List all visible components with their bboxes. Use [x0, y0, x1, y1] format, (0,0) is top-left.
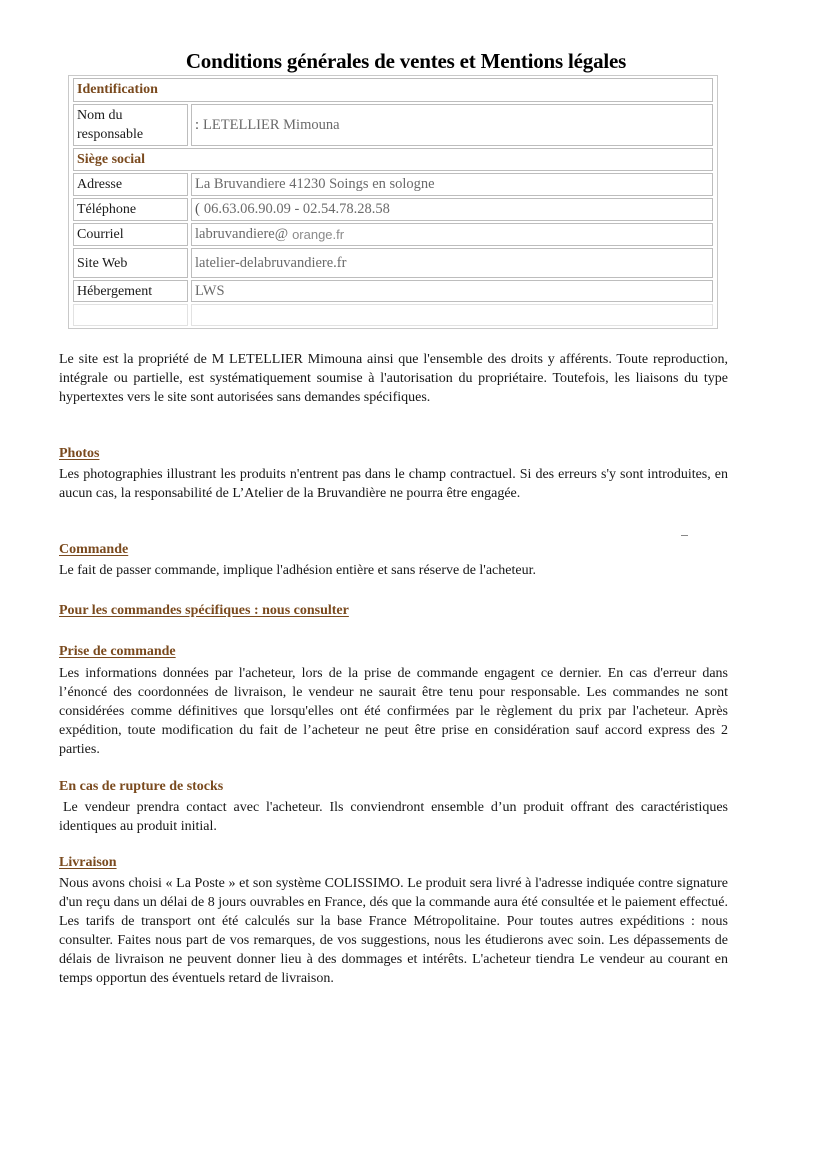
livraison-heading: Livraison — [59, 855, 117, 870]
website-label: Site Web — [73, 248, 188, 278]
identification-header-row — [73, 78, 713, 102]
address-value: La Bruvandiere 41230 Soings en sologne — [191, 173, 713, 196]
prise-paragraph: Les informations données par l'acheteur, lors de la prise de commande engagent ce dernier. En cas d'erreur dans l’énoncé des coordonnées de livraison, le vendeur ne saurait être tenu pour responsable. Les commandes ne sont considérées comme définitives que lorsqu'elles ont été confirmées par le règlement du prix par l'acheteur. Après expédition, toute modification du fait de l’acheteur ne peut être prise en considération sauf accord express des 2 parties. — [59, 666, 728, 757]
empty-row — [73, 304, 713, 326]
phone-value — [191, 198, 713, 221]
website-value[interactable]: latelier-delabruvandiere.fr — [191, 248, 713, 278]
livraison-paragraph: Nous avons choisi « La Poste » et son système COLISSIMO. Le produit sera livré à l'adresse indiquée contre signature d'un reçu dans un délai de 8 jours ouvrables en France, dés que la commande aura été consultée et le paiement effectué. Les tarifs de transport ont été calculés sur la base France Métropolitaine. Pour toutes autres expéditions : nous consulter. Faites nous part de vos remarques, de vos suggestions, nous les étudierons avec soin. Les dépassements de délais de livraison ne peuvent donner lieu à des dommages et intérêts. L'acheteur tiendra Le vendeur au courant en temps opportun des éventuels retard de livraison. — [59, 876, 728, 986]
identification-header: Identification — [73, 78, 713, 102]
intro-paragraph: Le site est la propriété de M LETELLIER Mimouna ainsi que l'ensemble des droits y afférents. Toute reproduction, intégrale ou partielle, est systématiquement soumise à l'autorisation du propriétaire. Toutefois, les liaisons du type hypertextes vers le site sont autorisées sans demandes spécifiques. — [59, 352, 728, 405]
photos-paragraph: Les photographies illustrant les produits n'entrent pas dans le champ contractuel. Si des erreurs s'y sont introduites, en aucun cas, la responsabilité de L’Atelier de la Bruvandière ne pourra être engagée. — [59, 467, 728, 501]
responsible-label: Nom du responsable — [73, 104, 188, 146]
empty-value-cell — [191, 304, 713, 326]
prise-heading: Prise de commande — [59, 644, 176, 659]
address-row — [73, 173, 713, 196]
specific-orders-heading: Pour les commandes spécifiques : nous consulter — [59, 603, 349, 618]
phone-row — [73, 198, 713, 221]
email-label: Courriel — [73, 223, 188, 246]
email-row — [73, 223, 713, 246]
page-title: Conditions générales de ventes et Mentions légales — [185, 49, 627, 73]
cell-marker: ( — [195, 201, 200, 217]
siege-header: Siège social — [73, 148, 713, 171]
rupture-paragraph: Le vendeur prendra contact avec l'acheteur. Ils conviendront ensemble d’un produit offrant des caractéristiques identiques au produit initial. — [59, 800, 728, 834]
hosting-value: LWS — [191, 280, 713, 302]
siege-header-row — [73, 148, 713, 171]
phone-number: 06.63.06.90.09 - 02.54.78.28.58 — [203, 201, 390, 217]
website-row — [73, 248, 713, 278]
responsible-row — [73, 104, 713, 146]
email-value[interactable] — [191, 223, 713, 246]
responsible-value — [191, 104, 713, 146]
rupture-heading: En cas de rupture de stocks — [59, 779, 224, 794]
hosting-row — [73, 280, 713, 302]
cell-marker: : — [195, 116, 200, 133]
email-domain: orange.fr — [292, 227, 345, 242]
stray-mark — [681, 535, 688, 536]
hosting-label: Hébergement — [73, 280, 188, 302]
responsible-name: LETELLIER Mimouna — [203, 116, 340, 133]
commande-heading: Commande — [59, 542, 129, 557]
commande-paragraph: Le fait de passer commande, implique l'adhésion entière et sans réserve de l'acheteur. — [59, 563, 536, 578]
email-user: labruvandiere@ — [195, 226, 289, 242]
photos-heading: Photos — [59, 446, 100, 461]
phone-label: Téléphone — [73, 198, 188, 221]
empty-label-cell — [73, 304, 188, 326]
address-label: Adresse — [73, 173, 188, 196]
identification-table — [68, 75, 718, 329]
